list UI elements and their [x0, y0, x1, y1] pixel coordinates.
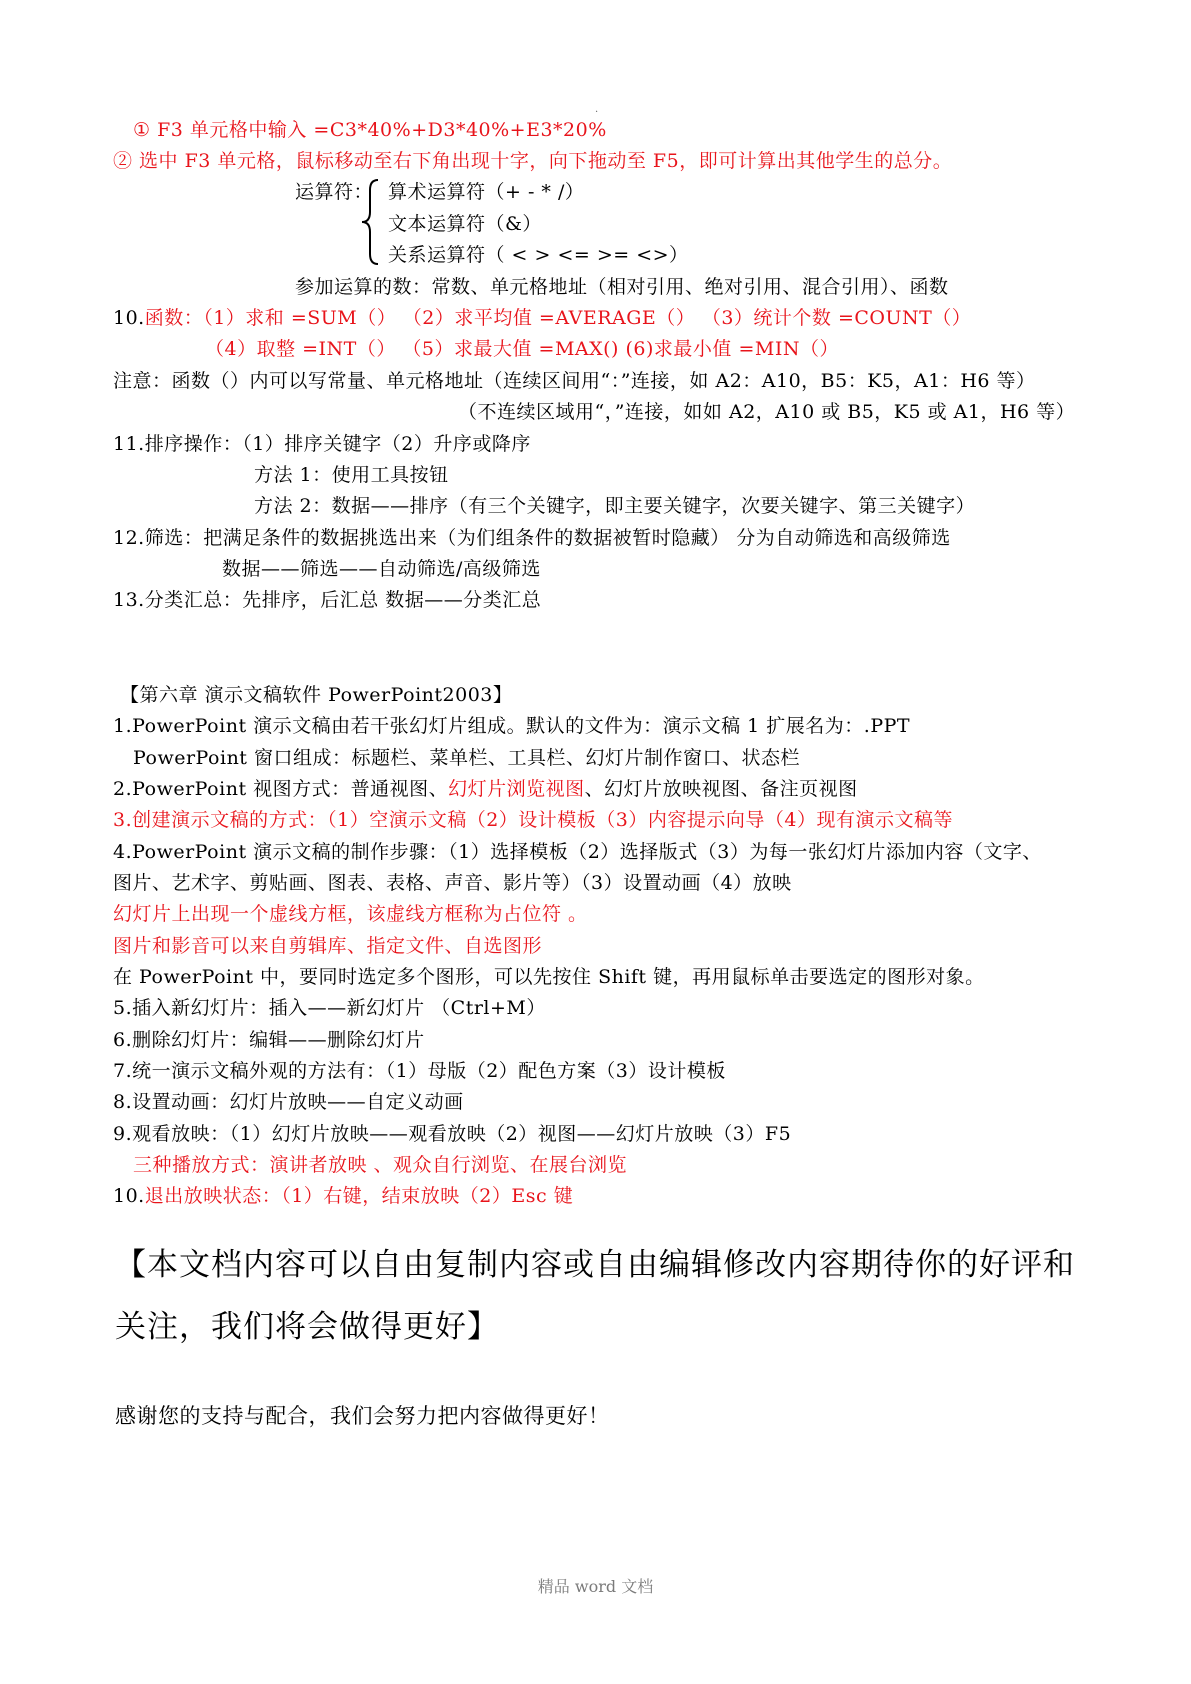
text-line: 13.分类汇总：先排序，后汇总 数据——分类汇总 — [113, 589, 542, 611]
text-line: 3.创建演示文稿的方式：（1）空演示文稿（2）设计模板（3）内容提示向导（4）现有演示文稿等 — [113, 809, 953, 831]
text-line: 5.插入新幻灯片：插入——新幻灯片 （Ctrl+M） — [113, 997, 546, 1019]
text-line — [113, 777, 858, 801]
line-part: 、幻灯片放映视图、备注页视图 — [584, 778, 858, 800]
text-line: 算术运算符（+ - * /） — [388, 181, 585, 203]
text-line: 6.删除幻灯片：编辑——删除幻灯片 — [113, 1029, 425, 1051]
text-line: PowerPoint 窗口组成：标题栏、菜单栏、工具栏、幻灯片制作窗口、状态栏 — [133, 747, 800, 769]
text-line: 参加运算的数：常数、单元格地址（相对引用、绝对引用、混合引用）、函数 — [295, 276, 949, 298]
text-line: ① F3 单元格中输入 =C3*40%+D3*40%+E3*20% — [133, 119, 607, 141]
text-line: 方法 2：数据——排序（有三个关键字，即主要关键字，次要关键字、第三关键字） — [254, 495, 976, 517]
line-content: 函数：（1）求和 =SUM（） （2）求平均值 =AVERAGE（） （3）统计个数 =COUNT（） — [144, 307, 972, 329]
text-line: 图片和影音可以来自剪辑库、指定文件、自选图形 — [113, 935, 543, 957]
line-number: 10. — [113, 1185, 145, 1207]
text-line: 幻灯片上出现一个虚线方框，该虚线方框称为占位符 。 — [113, 903, 588, 925]
text-line: 三种播放方式：演讲者放映 、观众自行浏览、在展台浏览 — [133, 1154, 628, 1176]
curly-brace-icon — [358, 178, 380, 266]
text-line: 11.排序操作：（1）排序关键字（2）升序或降序 — [113, 433, 531, 455]
text-line: 在 PowerPoint 中，要同时选定多个图形，可以先按住 Shift 键，再用鼠标单击要选定的图形对象。 — [113, 966, 985, 988]
line-part-highlight: 幻灯片浏览视图 — [448, 778, 585, 800]
text-line: 注意：函数（）内可以写常量、单元格地址（连续区间用“：”连接，如 A2：A10，B5：K5，A1：H6 等） — [113, 370, 1036, 392]
chapter-heading: 【第六章 演示文稿软件 PowerPoint2003】 — [120, 684, 513, 706]
page-footer: 精品 word 文档 — [537, 1577, 654, 1596]
line-content: 退出放映状态：（1）右键，结束放映（2）Esc 键 — [144, 1185, 574, 1207]
notice-line-2: 关注，我们将会做得更好】 — [115, 1309, 499, 1345]
line-part: 2.PowerPoint 视图方式：普通视图、 — [113, 778, 449, 800]
text-line: 8.设置动画：幻灯片放映——自定义动画 — [113, 1091, 464, 1113]
text-line — [113, 306, 971, 330]
text-line: 文本运算符（&） — [388, 213, 542, 235]
notice-line-1: 【本文档内容可以自由复制内容或自由编辑修改内容期待你的好评和 — [115, 1247, 1075, 1283]
page-dot: . — [595, 104, 599, 115]
text-line: ② 选中 F3 单元格，鼠标移动至右下角出现十字，向下拖动至 F5，即可计算出其他学生的总分。 — [113, 150, 953, 172]
text-line: 关系运算符（ < > <= >= <>） — [388, 244, 689, 266]
text-line: 9.观看放映：（1）幻灯片放映——观看放映（2）视图——幻灯片放映（3）F5 — [113, 1123, 792, 1145]
text-line: 12.筛选：把满足条件的数据挑选出来（为们组条件的数据被暂时隐藏） 分为自动筛选和高级筛选 — [113, 527, 951, 549]
text-line: 图片、艺术字、剪贴画、图表、表格、声音、影片等）（3）设置动画（4）放映 — [113, 872, 792, 894]
text-line: 方法 1：使用工具按钮 — [254, 464, 449, 486]
text-line: 运算符： — [295, 181, 374, 203]
text-line: 7.统一演示文稿外观的方法有：（1）母版（2）配色方案（3）设计模板 — [113, 1060, 726, 1082]
text-line: （不连续区域用“，”连接，如如 A2，A10 或 B5，K5 或 A1，H6 等） — [458, 401, 1076, 423]
line-number: 10. — [113, 307, 145, 329]
text-line: 1.PowerPoint 演示文稿由若干张幻灯片组成。默认的文件为：演示文稿 1 扩展名为：.PPT — [113, 715, 911, 737]
text-line: 数据——筛选——自动筛选/高级筛选 — [222, 558, 541, 580]
text-line: （4）取整 =INT（） （5）求最大值 =MAX() (6)求最小值 =MIN（） — [205, 338, 839, 360]
text-line: 4.PowerPoint 演示文稿的制作步骤：（1）选择模板（2）选择版式（3）为每一张幻灯片添加内容（文字、 — [113, 841, 1042, 863]
text-line — [113, 1184, 573, 1208]
thanks-text: 感谢您的支持与配合，我们会努力把内容做得更好！ — [115, 1404, 610, 1428]
